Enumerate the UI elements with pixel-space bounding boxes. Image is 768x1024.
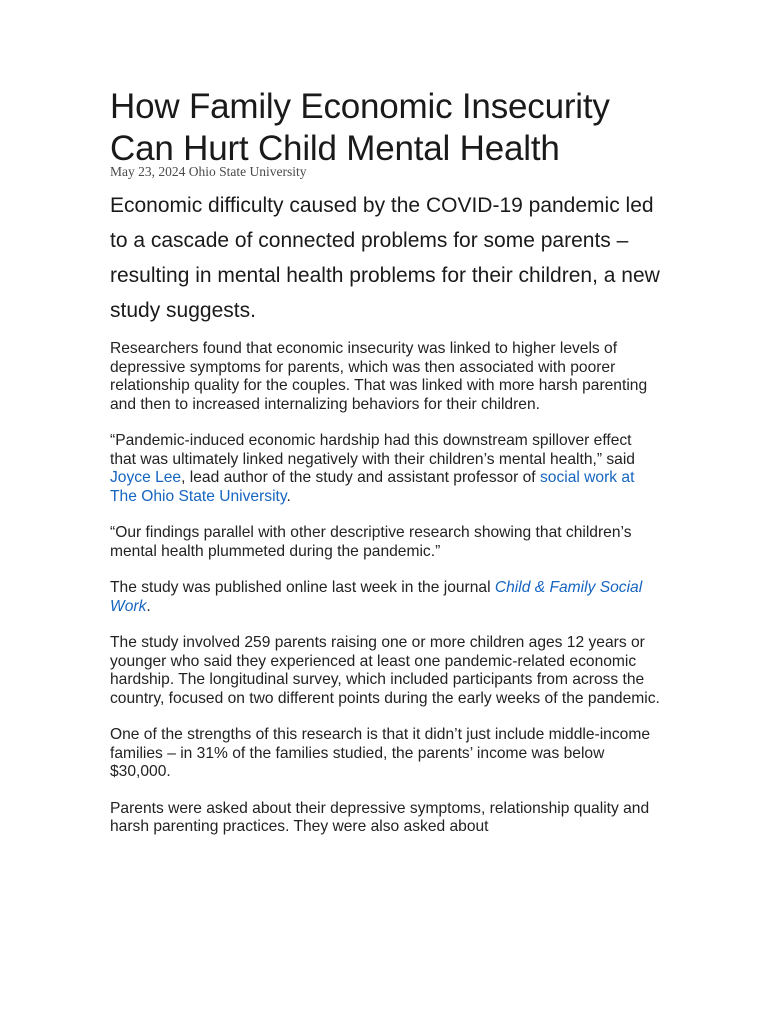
department-link[interactable]: social work at The Ohio State University [110, 469, 635, 505]
paragraph-2-text-before: “Pandemic-induced economic hardship had this downstream spillover effect that was ultimately linked negatively with their children’s mental health,” said [110, 432, 635, 468]
article-meta: May 23, 2024 Ohio State University [110, 164, 307, 179]
paragraph-7: Parents were asked about their depressive symptoms, relationship quality and harsh parenting practices. They were also asked about [110, 799, 650, 835]
paragraph-2-text-middle: , lead author of the study and assistant professor of [181, 469, 540, 486]
paragraph-1: Researchers found that economic insecurity was linked to higher levels of depressive symptoms for parents, which was then associated with poorer relationship quality for the couples. That was linked with more harsh parenting and then to increased internalizing behaviors for their children. [110, 340, 648, 413]
paragraph-5: The study involved 259 parents raising one or more children ages 12 years or younger who said they experienced at least one pandemic-related economic hardship. The longitudinal survey, which included participants from across the country, focused on two different points during the early weeks of the pandemic. [110, 634, 660, 707]
paragraph-2 [110, 432, 660, 506]
paragraph-4-text-before: The study was published online last week in the journal [110, 579, 495, 596]
paragraph-6: One of the strengths of this research is that it didn’t just include middle-income families – in 31% of the families studied, the parents’ income was below $30,000. [110, 726, 650, 780]
paragraph-4 [110, 579, 660, 616]
journal-link[interactable]: Child & Family Social Work [110, 579, 643, 615]
article [110, 86, 660, 855]
paragraph-2-text-after: . [286, 487, 291, 505]
paragraph-4-text-after: . [146, 597, 151, 615]
article-title: How Family Economic Insecurity Can Hurt Child Mental Health [110, 87, 610, 168]
paragraph-3: “Our findings parallel with other descriptive research showing that children’s mental health plummeted during the pandemic.” [110, 524, 632, 560]
article-lede: Economic difficulty caused by the COVID-19 pandemic led to a cascade of connected problems for some parents – resulting in mental health problems for their children, a new study suggests. [110, 194, 660, 322]
author-link[interactable]: Joyce Lee [110, 469, 182, 486]
